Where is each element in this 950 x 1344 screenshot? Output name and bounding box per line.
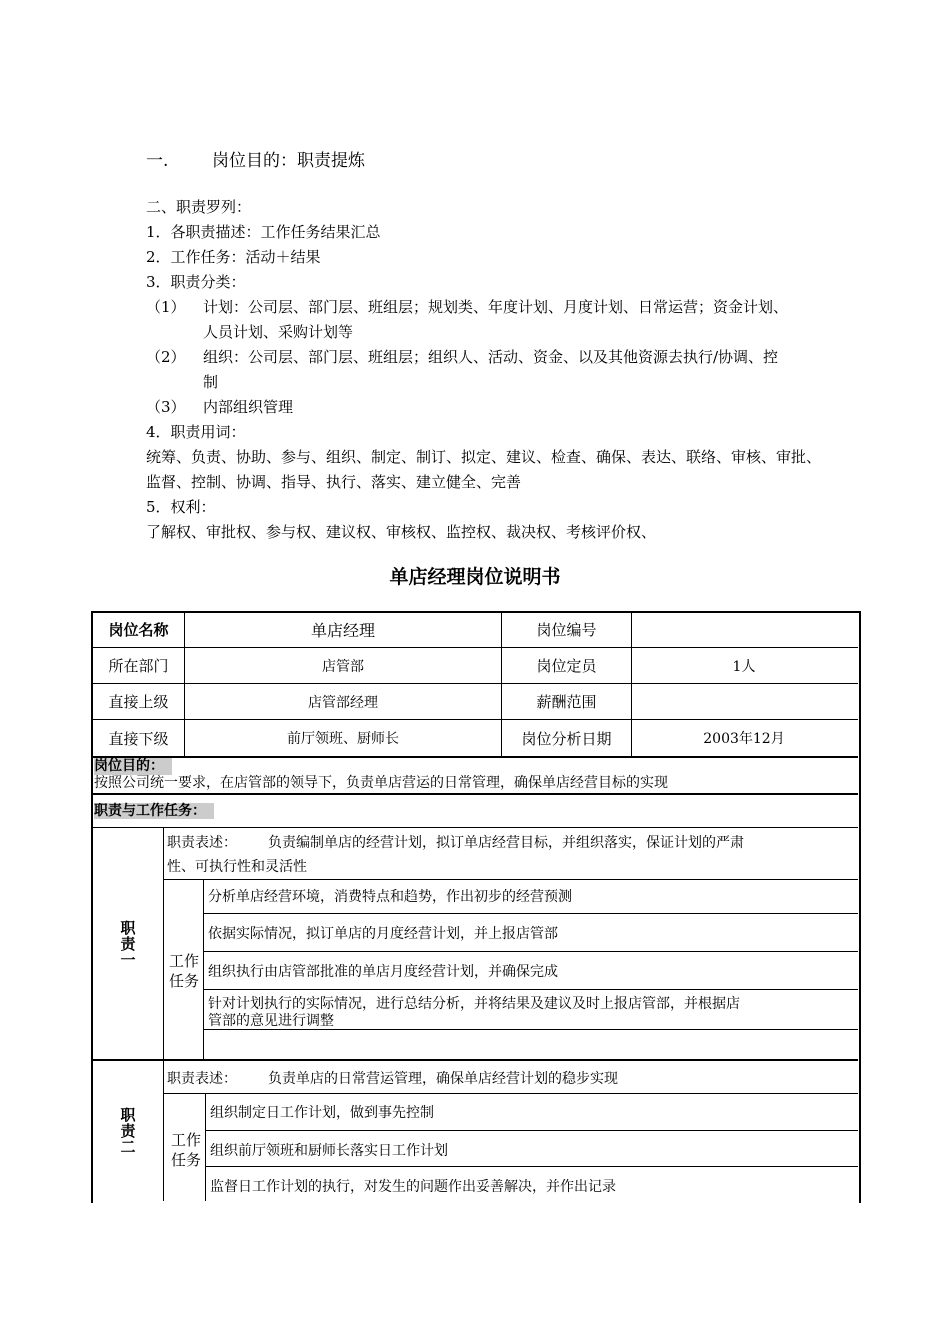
label-headcount: 岗位定员 [536, 657, 597, 675]
value-department: 店管部 [322, 658, 364, 675]
duty-2-label: 职责二 [118, 1106, 137, 1155]
duty-2-task-1: 组织制定日工作计划，做到事先控制 [210, 1105, 434, 1121]
value-headcount: 1人 [732, 658, 756, 675]
paragraph-4-line-1: 统筹、负责、协助、参与、组织、制定、制订、拟定、建议、检查、确保、表达、联络、审核、审批、 [146, 448, 822, 466]
label-position-code: 岗位编号 [536, 621, 597, 639]
value-position-name: 单店经理 [310, 621, 375, 640]
paragraph-4-line-2: 监督、控制、协调、指导、执行、落实、建立健全、完善 [146, 473, 522, 491]
duty-2-task-label: 工作任务 [170, 1131, 201, 1169]
duty-2-task-2: 组织前厅领班和厨师长落实日工作计划 [210, 1143, 448, 1159]
category-1-line-2: 人员计划、采购计划等 [203, 323, 354, 341]
label-position-name: 岗位名称 [108, 621, 169, 639]
paragraph-2: 2．工作任务：活动＋结果 [146, 248, 321, 266]
label-analysis-date: 岗位分析日期 [521, 729, 612, 748]
duty-2-desc-label: 职责表述： [167, 1071, 237, 1087]
duty-1-label: 职责一 [118, 919, 137, 968]
category-1-line-1: 计划：公司层、部门层、班组层；规划类、年度计划、月度计划、日常运营；资金计划、 [203, 298, 789, 316]
paragraph-1: 1．各职责描述：工作任务结果汇总 [146, 223, 381, 241]
heading-1-number: 一. [146, 151, 169, 171]
category-1-number: （1） [146, 298, 186, 316]
category-2-line-1: 组织：公司层、部门层、班组层；组织人、活动、资金、以及其他资源去执行/协调、控 [203, 348, 779, 366]
heading-1-text: 岗位目的：职责提炼 [212, 151, 365, 171]
paragraph-5-line-1: 了解权、审批权、参与权、建议权、审核权、监控权、裁决权、考核评价权、 [146, 523, 657, 541]
purpose-text: 按照公司统一要求，在店管部的领导下，负责单店营运的日常管理，确保单店经营目标的实现 [94, 775, 668, 791]
value-position-code [632, 612, 856, 647]
value-salary-range [632, 684, 856, 719]
value-direct-subordinate: 前厅领班、厨师长 [287, 731, 399, 747]
label-direct-subordinate: 直接下级 [108, 729, 169, 748]
paragraph-4: 4．职责用词： [146, 423, 246, 441]
duty-1-task-label: 工作任务 [168, 952, 199, 990]
label-direct-superior: 直接上级 [108, 693, 169, 711]
category-2-number: （2） [146, 348, 186, 366]
paragraph-5: 5．权利： [146, 498, 216, 516]
label-department: 所在部门 [108, 657, 169, 675]
heading-2: 二、职责罗列： [146, 198, 252, 216]
duties-label: 职责与工作任务： [94, 802, 214, 820]
label-salary-range: 薪酬范围 [536, 693, 597, 711]
duty-1-task-3: 组织执行由店管部批准的单店月度经营计划，并确保完成 [208, 964, 558, 980]
duty-1-task-4: 针对计划执行的实际情况，进行总结分析，并将结果及建议及时上报店管部，并根据店 [208, 996, 740, 1012]
duty-1-task-4-cont: 管部的意见进行调整 [208, 1013, 334, 1029]
category-3-text: 内部组织管理 [203, 398, 294, 416]
duty-1-desc-line-2: 性、可执行性和灵活性 [167, 859, 307, 875]
duty-1-desc-line-1: 负责编制单店的经营计划，拟订单店经营目标，并组织落实，保证计划的严肃 [268, 835, 744, 851]
category-3-number: （3） [146, 398, 186, 416]
document-title: 单店经理岗位说明书 [389, 566, 561, 588]
purpose-label: 岗位目的： [94, 758, 172, 775]
duty-2-task-3: 监督日工作计划的执行，对发生的问题作出妥善解决，并作出记录 [210, 1179, 616, 1195]
duty-1-desc-label: 职责表述： [167, 835, 237, 851]
duty-2-desc-text: 负责单店的日常营运管理，确保单店经营计划的稳步实现 [268, 1071, 618, 1087]
paragraph-3: 3．职责分类： [146, 273, 246, 291]
duty-1-task-2: 依据实际情况，拟订单店的月度经营计划，并上报店管部 [208, 926, 558, 942]
value-analysis-date: 2003年12月 [703, 731, 785, 747]
value-direct-superior: 店管部经理 [308, 694, 378, 711]
duty-1-task-1: 分析单店经营环境，消费特点和趋势，作出初步的经营预测 [208, 889, 572, 905]
category-2-line-2: 制 [203, 373, 219, 391]
